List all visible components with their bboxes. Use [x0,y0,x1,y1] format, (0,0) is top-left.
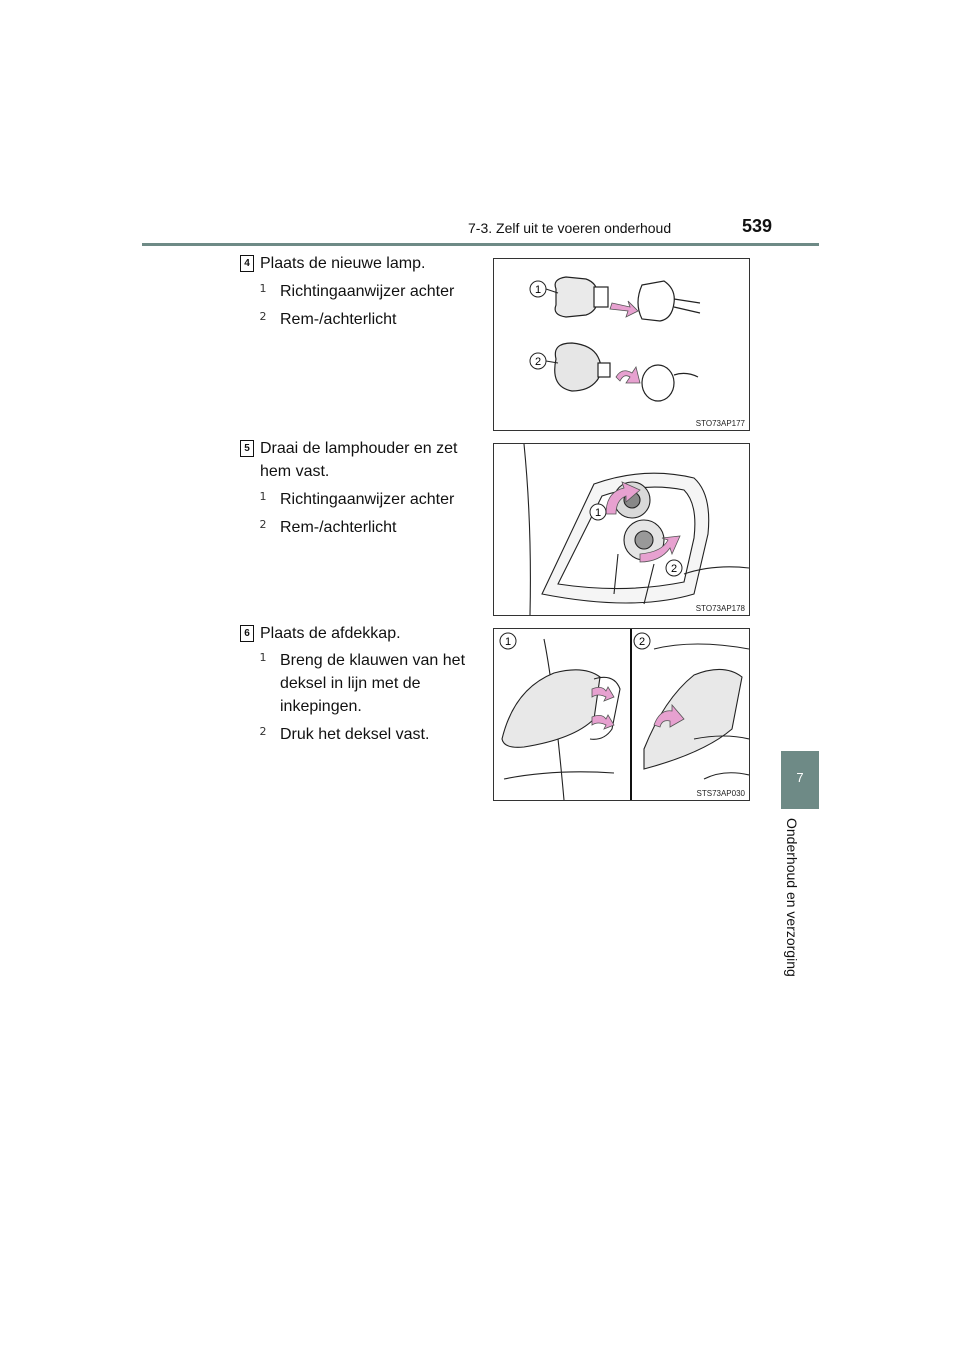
substep-number: 1 [259,651,267,664]
step-number-badge: 4 [240,255,254,272]
substep-text: Richtingaanwijzer achter [280,283,455,300]
substep-text: deksel in lijn met de [280,675,421,692]
substep-number: 2 [259,725,267,738]
lamp-holder-figure [493,443,750,616]
substep-text: Breng de klauwen van het [280,652,466,669]
figure-callout-label: 2 [638,636,646,648]
figure-code: STO73AP178 [695,604,745,613]
substep-text: inkepingen. [280,698,362,715]
page-number: 539 [742,216,773,236]
figure-callout-label: 1 [594,507,602,519]
substep-number: 1 [259,490,267,503]
substep-number: 1 [259,282,267,295]
cover-install-figure [493,628,750,801]
chapter-number: 7 [796,770,804,785]
figure-code: STO73AP177 [695,419,745,428]
bulb-insertion-figure [493,258,750,431]
substep-text: Rem-/achterlicht [280,519,397,536]
figure-callout-label: 1 [534,284,542,296]
figure-callout-label: 2 [670,563,678,575]
step-instruction: Plaats de nieuwe lamp. [260,255,426,272]
substep-text: Richtingaanwijzer achter [280,491,455,508]
figure-callout-label: 2 [534,356,542,368]
chapter-title: Onderhoud en verzorging [784,818,800,977]
step-instruction: Plaats de afdekkap. [260,625,401,642]
substep-text: Druk het deksel vast. [280,726,430,743]
step-instruction: Draai de lamphouder en zet [260,440,458,457]
figure-code: STS73AP030 [696,789,745,798]
step-number-badge: 5 [240,440,254,457]
substep-text: Rem-/achterlicht [280,311,397,328]
figure-callout-label: 1 [504,636,512,648]
step-instruction: hem vast. [260,463,330,480]
header-rule [142,243,819,246]
section-title: 7-3. Zelf uit te voeren onderhoud [468,220,672,236]
substep-number: 2 [259,518,267,531]
step-number-badge: 6 [240,625,254,642]
substep-number: 2 [259,310,267,323]
